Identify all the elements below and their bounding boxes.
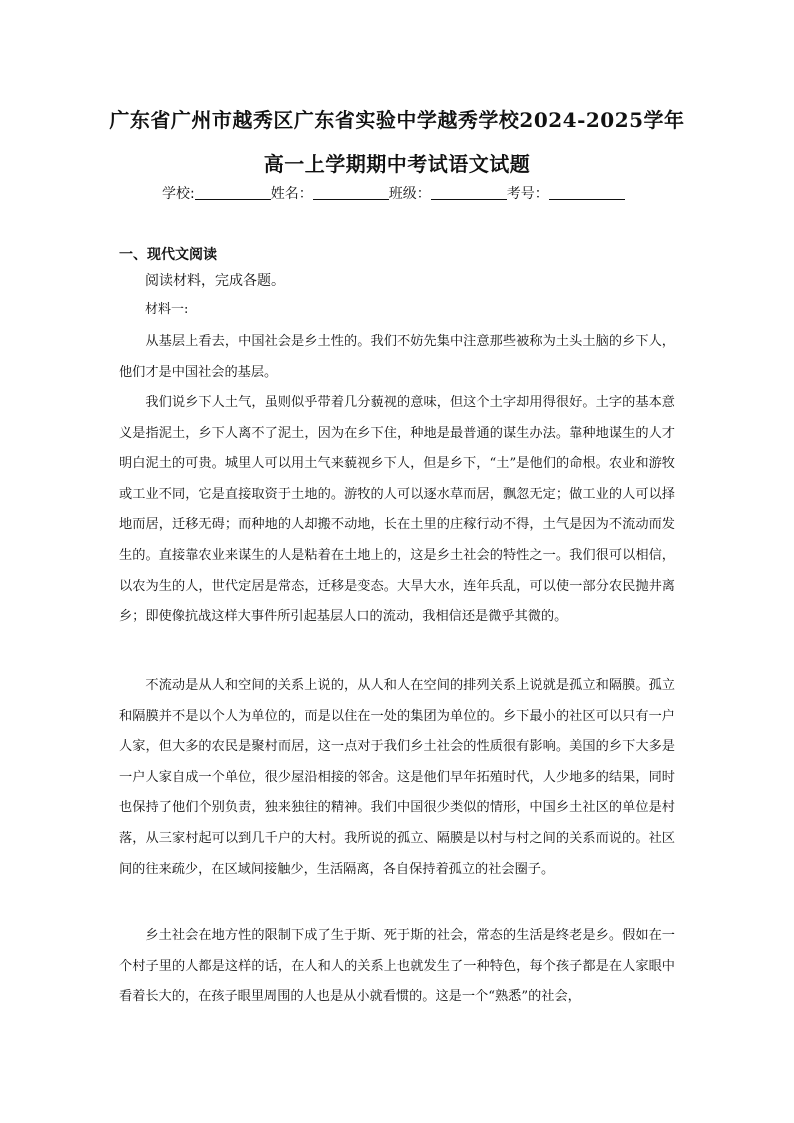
- name-field[interactable]: [313, 185, 389, 200]
- section-heading: 一、现代文阅读: [119, 247, 217, 263]
- paragraph-3: 不流动是从人和空间的关系上说的，从人和人在空间的排列关系上说就是孤立和隔膜。孤立和隔膜并不是以个人为单位的，而是以住在一处的集团为单位的。乡下最小的社区可以只有一户人家，但大多的农民是聚村而居，这一点对于我们乡土社会的性质很有影响。美国的乡下大多是一户人家自成一个单位，很少屋沿相接的邻舍。这是他们早年拓殖时代，人少地多的结果，同时也保持了他们个别负责，独来独往的精神。我们中国很少类似的情形，中国乡土社区的单位是村落，从三家村起可以到几千户的大村。我所说的孤立、隔膜是以村与村之间的关系而说的。社区间的往来疏少，在区域间接触少，生活隔离，各自保持着孤立的社会圈子。: [119, 678, 675, 877]
- class-field[interactable]: [431, 185, 507, 200]
- material-label: 材料一:: [145, 302, 189, 317]
- number-label: 考号：: [506, 186, 549, 202]
- instruction-text: 阅读材料，完成各题。: [145, 273, 285, 289]
- number-field[interactable]: [549, 185, 625, 200]
- student-info-line: [162, 183, 682, 203]
- school-field[interactable]: [195, 185, 271, 200]
- school-label: 学校:: [162, 186, 195, 202]
- class-label: 班级：: [388, 186, 431, 202]
- exam-title-line2: 高一上学期期中考试语文试题: [263, 152, 531, 176]
- paragraph-2: 我们说乡下人土气，虽则似乎带着几分藐视的意味，但这个土字却用得很好。土字的基本意义是指泥土，乡下人离不了泥土，因为在乡下住，种地是最普通的谋生办法。靠种地谋生的人才明白泥土的可贵。城里人可以用土气来藐视乡下人，但是乡下，“土”是他们的命根。农业和游牧或工业不同，它是直接取资于土地的。游牧的人可以逐水草而居，飘忽无定；做工业的人可以择地而居，迁移无碍；而种地的人却搬不动地，长在土里的庄稼行动不得，土气是因为不流动而发生的。直接靠农业来谋生的人是粘着在土地上的，这是乡土社会的特性之一。我们很可以相信，以农为生的人，世代定居是常态，迁移是变态。大旱大水，连年兵乱，可以使一部分农民抛井离乡；即使像抗战这样大事件所引起基层人口的流动，我相信还是微乎其微的。: [119, 395, 675, 625]
- exam-title-line1: 广东省广州市越秀区广东省实验中学越秀学校2024-2025学年: [109, 108, 685, 132]
- paragraph-1: 从基层上看去，中国社会是乡土性的。我们不妨先集中注意那些被称为土头土脑的乡下人，他们才是中国社会的基层。: [119, 334, 675, 380]
- paragraph-4: 乡土社会在地方性的限制下成了生于斯、死于斯的社会，常态的生活是终老是乡。假如在一个村子里的人都是这样的话，在人和人的关系上也就发生了一种特色，每个孩子都是在人家眼中看着长大的，在孩子眼里周围的人也是从小就看惯的。这是一个“熟悉”的社会，: [119, 928, 675, 1005]
- name-label: 姓名：: [270, 186, 313, 202]
